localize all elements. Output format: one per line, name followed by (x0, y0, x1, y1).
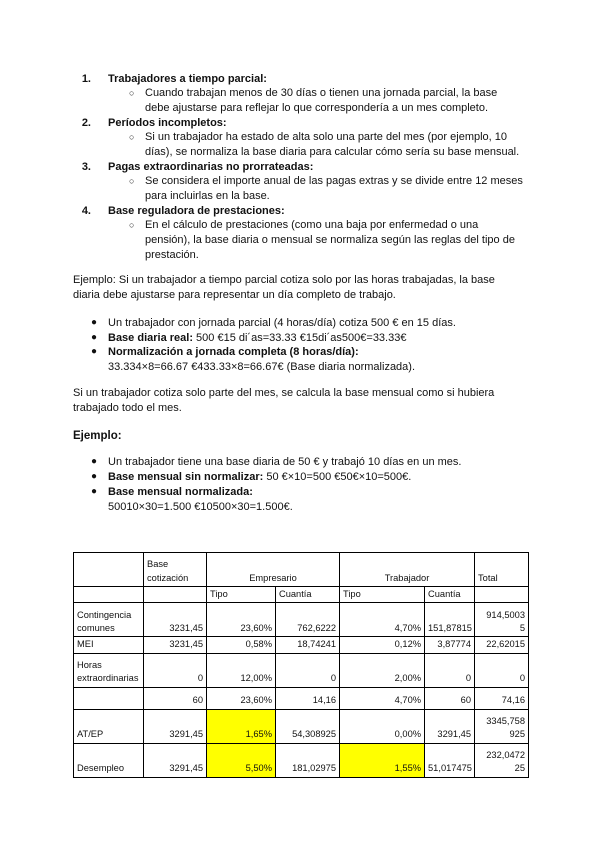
cell-total: 3345,758 925 (475, 709, 529, 743)
bullet-label: Base diaria real: (108, 332, 193, 344)
cell-total: 74,16 (475, 687, 529, 709)
circle-bullet-icon: ○ (129, 88, 135, 98)
table-cell (475, 587, 529, 603)
cell-cuantia-trabajador: 3291,45 (425, 709, 475, 743)
list-text: días), se normaliza la base diaria para calcular cómo sería su base mensual. (145, 146, 520, 158)
table-subheader-row (74, 587, 529, 603)
table-header-cuantia: Cuantía (276, 587, 340, 603)
bullet-text (108, 332, 406, 344)
contribution-table (73, 552, 529, 778)
cell-cuantia-trabajador: 60 (425, 687, 475, 709)
table-cell (144, 587, 207, 603)
cell-cuantia-empresario: 54,308925 (276, 709, 340, 743)
list-title-2: Períodos incompletos: (108, 117, 227, 129)
cell-base: 3231,45 (144, 603, 207, 637)
cell-cuantia-empresario: 181,02975 (276, 743, 340, 777)
cell-tipo-empresario: 0,58% (207, 637, 276, 653)
list-text: Cuando trabajan menos de 30 días o tienen una jornada parcial, la base (145, 87, 498, 99)
cell-total: 232,0472 25 (475, 743, 529, 777)
cell-total: 22,62015 (475, 637, 529, 653)
list-text: prestación. (145, 249, 199, 261)
bullet-icon: ● (91, 471, 98, 482)
cell-tipo-trabajador-highlighted: 1,55% (340, 743, 425, 777)
bullet-label: Base mensual normalizada: (108, 486, 253, 498)
table-row (74, 743, 529, 777)
list-text: En el cálculo de prestaciones (como una baja por enfermedad o una (145, 219, 479, 231)
list-text: para incluirlas en la base. (145, 190, 270, 202)
table-row (74, 687, 529, 709)
table-cell (74, 587, 144, 603)
bullet-text: 50010×30=1.500 €10500×30=1.500€. (108, 501, 293, 513)
row-label: Horas extraordinarias (74, 653, 144, 687)
table-row (74, 653, 529, 687)
cell-total: 914,5003 5 (475, 603, 529, 637)
row-label (74, 687, 144, 709)
bullet-label: Normalización a jornada completa (8 horas/día): (108, 346, 359, 358)
cell-tipo-trabajador: 2,00% (340, 653, 425, 687)
list-text: Se considera el importe anual de las pagas extras y se divide entre 12 meses (145, 175, 523, 187)
cell-base: 3231,45 (144, 637, 207, 653)
cell-base: 0 (144, 653, 207, 687)
bullet-label: Base mensual sin normalizar: (108, 471, 264, 483)
paragraph-line: Si un trabajador cotiza solo parte del mes, se calcula la base mensual como si hubiera (73, 387, 495, 399)
list-title-1: Trabajadores a tiempo parcial: (108, 73, 267, 85)
paragraph-line: Ejemplo: Si un trabajador a tiempo parcial cotiza solo por las horas trabajadas, la base (73, 274, 495, 286)
cell-tipo-trabajador: 0,00% (340, 709, 425, 743)
cell-cuantia-trabajador: 51,017475 (425, 743, 475, 777)
table-header-empresario: Empresario (207, 553, 340, 587)
row-label: MEI (74, 637, 144, 653)
bullet-text: Un trabajador con jornada parcial (4 horas/día) cotiza 500 € en 15 días. (108, 317, 456, 329)
bullet-icon: ● (91, 456, 98, 467)
cell-tipo-empresario-highlighted: 5,50% (207, 743, 276, 777)
cell-tipo-empresario: 12,00% (207, 653, 276, 687)
bullet-icon: ● (91, 317, 98, 328)
list-num-4: 4. (81, 205, 91, 217)
cell-tipo-trabajador: 4,70% (340, 687, 425, 709)
cell-tipo-empresario: 23,60% (207, 603, 276, 637)
cell-tipo-empresario: 23,60% (207, 687, 276, 709)
list-text: Si un trabajador ha estado de alta solo una parte del mes (por ejemplo, 10 (145, 131, 508, 143)
cell-cuantia-empresario: 14,16 (276, 687, 340, 709)
cell-cuantia-trabajador: 0 (425, 653, 475, 687)
cell-tipo-trabajador: 0,12% (340, 637, 425, 653)
table-row (74, 709, 529, 743)
row-label: Desempleo (74, 743, 144, 777)
table-header-tipo: Tipo (340, 587, 425, 603)
cell-cuantia-empresario: 0 (276, 653, 340, 687)
cell-cuantia-trabajador: 3,87774 (425, 637, 475, 653)
list-text: pensión), la base diaria o mensual se normaliza según las reglas del tipo de (145, 234, 515, 246)
cell-cuantia-empresario: 762,6222 (276, 603, 340, 637)
table-header-tipo: Tipo (207, 587, 276, 603)
cell-base: 60 (144, 687, 207, 709)
row-label: AT/EP (74, 709, 144, 743)
circle-bullet-icon: ○ (129, 220, 135, 230)
circle-bullet-icon: ○ (129, 176, 135, 186)
table-header-trabajador: Trabajador (340, 553, 475, 587)
cell-base: 3291,45 (144, 709, 207, 743)
list-num-1: 1. (81, 73, 91, 85)
bullet-icon: ● (91, 332, 98, 343)
table-header-base: Base cotización (144, 553, 207, 587)
circle-bullet-icon: ○ (129, 132, 135, 142)
list-title-4: Base reguladora de prestaciones: (108, 205, 285, 217)
example-heading: Ejemplo: (73, 430, 122, 442)
table-cell (74, 553, 144, 587)
bullet-value: 50 €×10=500 €50€×10=500€. (263, 471, 412, 483)
cell-tipo-empresario-highlighted: 1,65% (207, 709, 276, 743)
cell-tipo-trabajador: 4,70% (340, 603, 425, 637)
list-num-3: 3. (81, 161, 91, 173)
table-header-total: Total (475, 553, 529, 587)
row-label: Contingencia comunes (74, 603, 144, 637)
cell-cuantia-empresario: 18,74241 (276, 637, 340, 653)
table-header-row (74, 553, 529, 587)
paragraph-line: diaria debe ajustarse para representar un día completo de trabajo. (73, 289, 396, 301)
table-row (74, 603, 529, 637)
list-title-3: Pagas extraordinarias no prorrateadas: (108, 161, 314, 173)
cell-base: 3291,45 (144, 743, 207, 777)
table-header-cuantia: Cuantía (425, 587, 475, 603)
list-text: debe ajustarse para reflejar lo que correspondería a un mes completo. (145, 102, 489, 114)
cell-total: 0 (475, 653, 529, 687)
bullet-icon: ● (91, 346, 98, 357)
bullet-text (108, 471, 411, 483)
paragraph-line: trabajado todo el mes. (73, 402, 182, 414)
cell-cuantia-trabajador: 151,87815 (425, 603, 475, 637)
bullet-text: Un trabajador tiene una base diaria de 50 € y trabajó 10 días en un mes. (108, 456, 462, 468)
bullet-value: 500 €15 di´as=33.33 €15di´as500€=33.33€ (193, 332, 407, 344)
bullet-text: 33.334×8=66.67 €433.33×8=66.67€ (Base diaria normalizada). (108, 361, 416, 373)
bullet-icon: ● (91, 486, 98, 497)
list-num-2: 2. (81, 117, 91, 129)
table-row (74, 637, 529, 653)
